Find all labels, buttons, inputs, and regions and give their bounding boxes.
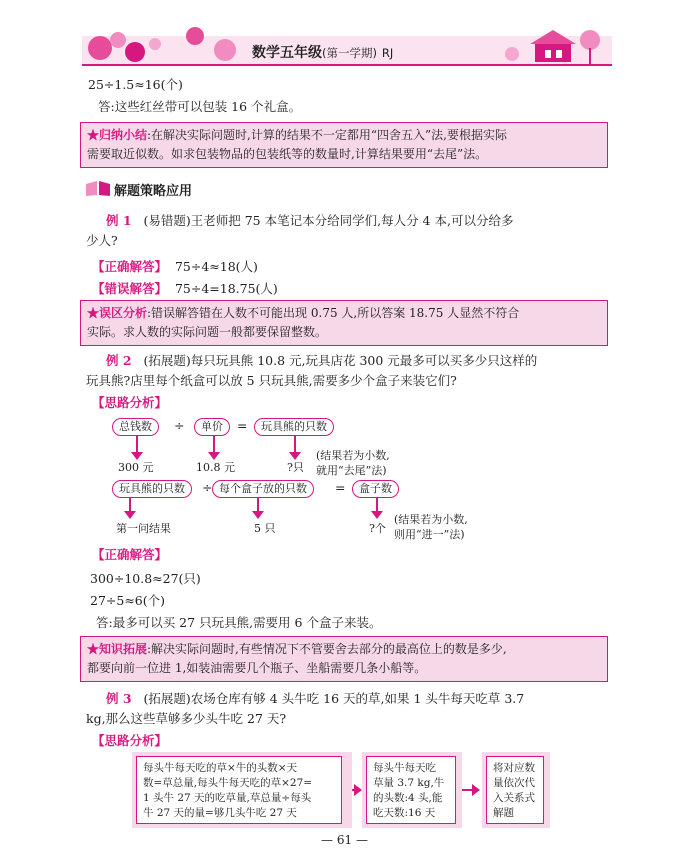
example1-line1: 例 1 (易错题)王老师把 75 本笔记本分给同学们,每人分 4 本,可以分给多	[106, 213, 514, 228]
pill-box-count: 盒子数	[352, 480, 399, 498]
example2-line2: 玩具熊?店里每个纸盒可以放 5 只玩具熊,需要多少个盒子来装它们?	[86, 373, 457, 388]
flow-box-method: 将对应数 量依次代 入关系式 解题	[486, 756, 544, 824]
note-row1-a: (结果若为小数,	[316, 449, 390, 462]
summary-line2: 需要取近似数。如求包装物品的包装纸等的数量时,计算结果要用“去尾”法。	[87, 147, 488, 161]
example2-calc1: 300÷10.8≈27(只)	[90, 571, 201, 586]
flow-box-relation: 每头牛每天吃的草×牛的头数×天 数=草总量,每头牛每天吃的草×27= 1 头牛 27 天的吃草量,草总量÷每头 牛 27 天的量=够几头牛吃 27 天	[136, 756, 342, 824]
note-row1-b: 就用“去尾”法)	[316, 464, 387, 477]
pill-per-box: 每个盒子放的只数	[212, 480, 314, 498]
extension-label: ★知识拓展	[87, 642, 148, 656]
example3-line2: kg,那么这些草够多少头牛吃 27 天?	[86, 711, 287, 726]
section-title: 解题策略应用	[84, 178, 112, 202]
example1-correct: 【正确解答】 75÷4≈18(人)	[92, 259, 258, 274]
flow-box-values: 每头牛每天吃 草量 3.7 kg,牛 的头数:4 头,能 吃天数:16 天	[366, 756, 456, 824]
error-label: ★误区分析	[87, 306, 148, 320]
example1-line2: 少人?	[86, 233, 118, 248]
note-row2-a: (结果若为小数,	[394, 513, 468, 526]
value-300: 300 元	[118, 461, 154, 474]
op-divide-1: ÷	[174, 418, 185, 433]
example1-wrong: 【错误解答】 75÷4=18.75(人)	[92, 281, 278, 296]
summary-line1: :在解决实际问题时,计算的结果不一定都用“四舍五入”法,要根据实际	[147, 128, 507, 142]
note-row2-b: 则用“进一”法)	[394, 528, 465, 541]
value-5: 5 只	[254, 522, 276, 535]
value-question-boxes: ?个	[369, 522, 386, 535]
value-first-result: 第一问结果	[116, 522, 171, 535]
page-number: — 61 —	[321, 833, 368, 847]
example2-line1: 例 2 (拓展题)每只玩具熊 10.8 元,玩具店花 300 元最多可以买多少只这样的	[106, 353, 538, 368]
extension-box: ★知识拓展:解决实际问题时,有些情况下不管要舍去部分的最高位上的数是多少, 都要向前一位进 1,如装油需要几个瓶子、坐船需要几条小船等。	[80, 636, 608, 682]
example2-calc2: 27÷5≈6(个)	[90, 593, 166, 608]
pill-total-money: 总钱数	[112, 418, 159, 436]
value-10-8: 10.8 元	[196, 461, 235, 474]
summary-label: ★归纳小结	[87, 128, 148, 142]
op-equals-1: =	[237, 418, 248, 433]
example2-analysis-label: 【思路分析】	[92, 395, 168, 410]
op-equals-2: =	[335, 480, 346, 495]
header-title: 数学五年级(第一学期) RJ	[252, 45, 394, 61]
intro-calc: 25÷1.5≈16(个)	[88, 77, 183, 92]
error-analysis-box: ★误区分析:错误解答错在人数不可能出现 0.75 人,所以答案 18.75 人显然不符合 实际。求人数的实际问题一般都要保留整数。	[80, 300, 608, 346]
pill-bear-count: 玩具熊的只数	[254, 418, 334, 436]
example3-line1: 例 3 (拓展题)农场仓库有够 4 头牛吃 16 天的草,如果 1 头牛每天吃草 3.7	[106, 691, 525, 706]
example3-analysis-label: 【思路分析】	[92, 733, 168, 748]
value-question-bears: ?只	[287, 461, 304, 474]
op-divide-2: ÷	[202, 480, 213, 495]
example2-correct-label: 【正确解答】	[92, 547, 168, 562]
pill-unit-price: 单价	[194, 418, 230, 436]
example2-answer: 答:最多可以买 27 只玩具熊,需要用 6 个盒子来装。	[96, 615, 382, 630]
intro-answer: 答:这些红丝带可以包装 16 个礼盒。	[98, 99, 302, 114]
pill-bear-count-2: 玩具熊的只数	[112, 480, 192, 498]
